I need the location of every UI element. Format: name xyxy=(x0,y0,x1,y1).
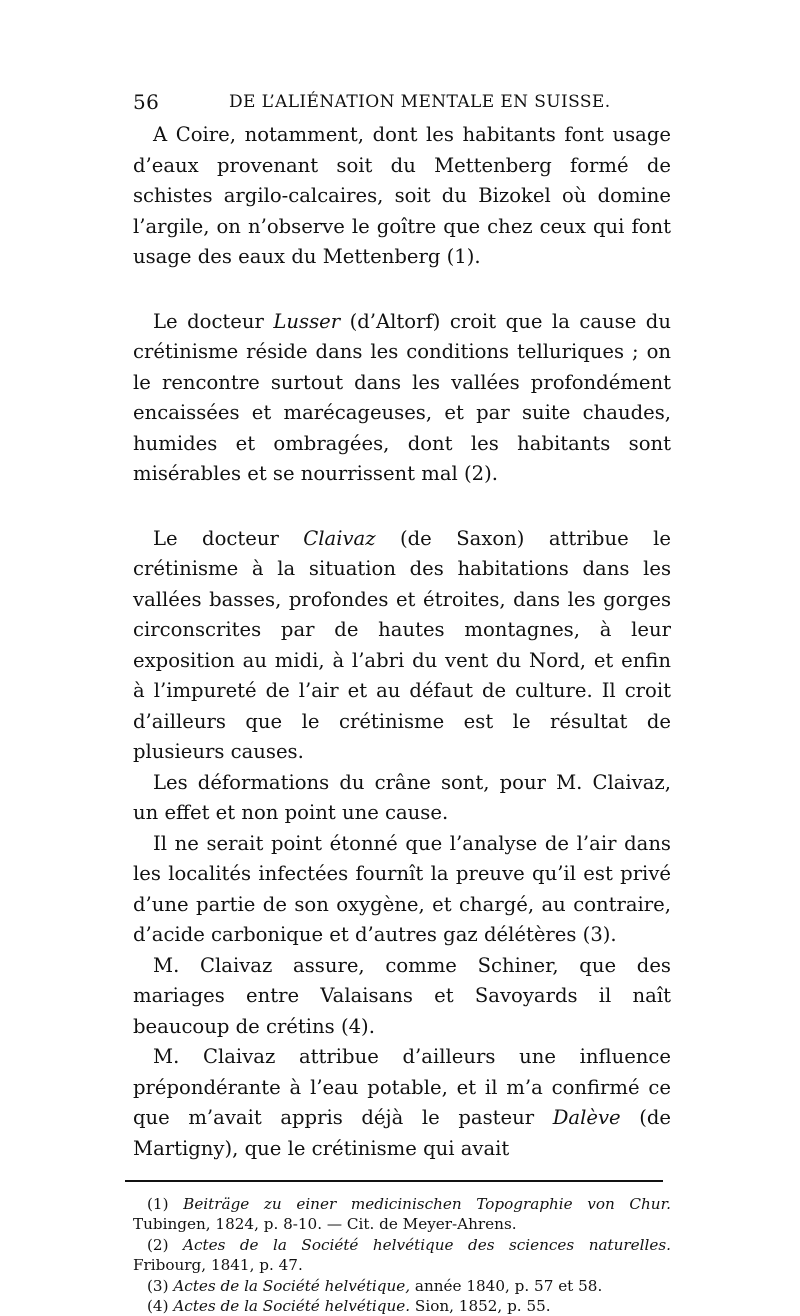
text-run: Les déformations du crâne sont, pour M. Claivaz, un effet et non point une cause. xyxy=(133,770,671,824)
paragraph xyxy=(133,120,671,273)
paragraph xyxy=(133,524,671,768)
footnote xyxy=(133,1194,671,1235)
author-name: Dalève xyxy=(552,1106,621,1129)
footnote-marker: (2) xyxy=(147,1235,183,1254)
citation-details: Fribourg, 1841, p. 47. xyxy=(133,1256,303,1275)
body-text xyxy=(133,120,671,1164)
book-page xyxy=(133,90,671,1316)
text-run: M. Claivaz attribue d’ailleurs une influence prépondérante à l’eau potable, et il m’a confirmé ce que m’avait appris déjà le pasteur xyxy=(133,1045,671,1129)
paragraph xyxy=(133,1042,671,1164)
text-run: Le docteur xyxy=(153,526,304,550)
text-run: (de Martigny), que le crétinisme qui avait xyxy=(133,1106,671,1160)
footnotes xyxy=(133,1194,671,1316)
text-run: (d’Altorf) croit que la cause du crétinisme réside dans les conditions telluriques ; on le rencontre surtout dans les vallées profondément encaissées et marécageuses, et par suite chaudes, humides et ombragées, dont les habitants sont misérables et se nourrissent mal (2). xyxy=(133,309,671,485)
citation-details: Tubingen, 1824, p. 8-10. — Cit. de Meyer-Ahrens. xyxy=(133,1215,517,1234)
text-run: M. Claivaz assure, comme Schiner, que des mariages entre Valaisans et Savoyards il naît beaucoup de crétins (4). xyxy=(133,953,671,1038)
paragraph xyxy=(133,307,671,490)
footnote xyxy=(133,1296,671,1316)
running-title: DE L’ALIÉNATION MENTALE EN SUISSE. xyxy=(229,92,611,112)
author-name: Claivaz xyxy=(303,526,376,550)
text-run: Le docteur xyxy=(153,309,274,333)
footnote-marker: (3) xyxy=(147,1276,174,1295)
paragraph xyxy=(133,951,671,1043)
citation-title: Beiträge zu einer medicinischen Topographie von Chur. xyxy=(183,1195,672,1213)
text-run: A Coire, notamment, dont les habitants font usage d’eaux provenant soit du Mettenberg formé de schistes argilo-calcaires, soit du Bizokel où domine l’argile, on n’observe le goître que chez ceux qui font usage des eaux du Mettenberg (1). xyxy=(133,123,671,268)
footnote-marker: (4) xyxy=(147,1297,174,1316)
citation-title: Actes de la Société helvétique. xyxy=(173,1297,411,1316)
citation-title: Actes de la Société helvétique, xyxy=(173,1276,411,1295)
citation-details: Sion, 1852, p. 55. xyxy=(410,1297,551,1316)
footnote-divider xyxy=(125,1180,663,1182)
text-run: Il ne serait point étonné que l’analyse de l’air dans les localités infectées fournît la preuve qu’il est privé d’une partie de son oxygène, et chargé, au contraire, d’acide carbonique et d’autres gaz délétères (3). xyxy=(133,831,671,946)
paragraph xyxy=(133,829,671,951)
citation-title: Actes de la Société helvétique des sciences naturelles. xyxy=(183,1235,671,1254)
footnote-marker: (1) xyxy=(147,1195,184,1213)
footnote xyxy=(133,1276,671,1296)
paragraph xyxy=(133,768,671,829)
running-head xyxy=(133,90,671,120)
citation-details: année 1840, p. 57 et 58. xyxy=(410,1276,603,1295)
text-run: (de Saxon) attribue le crétinisme à la situation des habitations dans les vallées basses, profondes et étroites, dans les gorges circonscrites par de hautes montagnes, à leur exposition au midi, à l’abri du vent du Nord, et enfin à l’impureté de l’air et au défaut de culture. Il croit d’ailleurs que le crétinisme est le résultat de plusieurs causes. xyxy=(133,526,671,763)
author-name: Lusser xyxy=(273,309,341,333)
page-number: 56 xyxy=(133,90,160,114)
